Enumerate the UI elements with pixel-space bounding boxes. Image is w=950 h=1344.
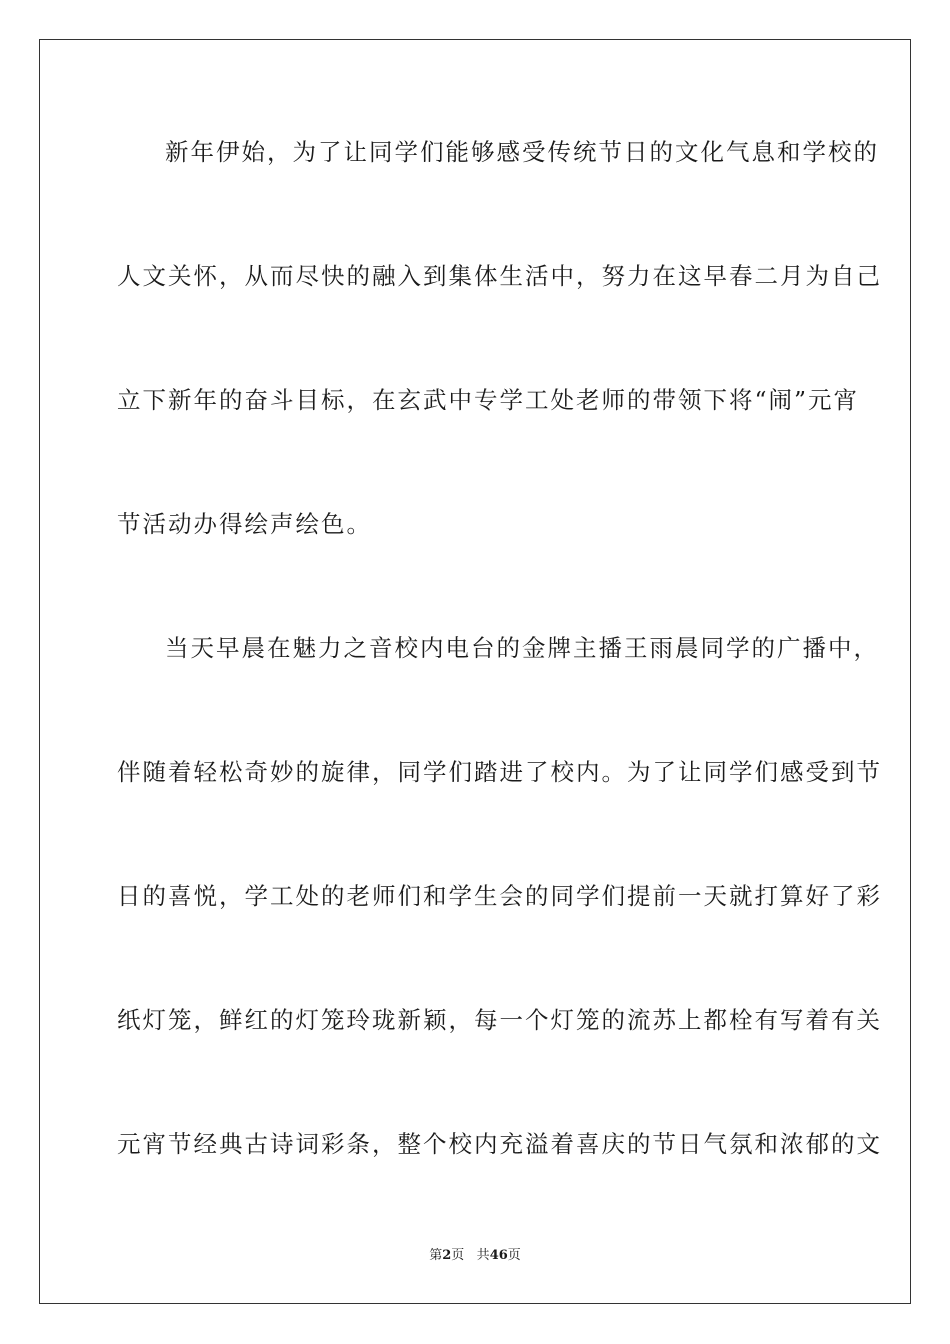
page-footer — [0, 1247, 950, 1265]
total-suffix: 页 — [507, 1248, 521, 1263]
page-suffix: 页 — [451, 1248, 465, 1263]
page-prefix: 第 — [429, 1248, 443, 1263]
paragraph-1-line-3: 立下新年的奋斗目标，在玄武中专学工处老师的带领下将“闹”元宵 — [117, 386, 860, 414]
total-prefix: 共 — [476, 1248, 490, 1263]
paragraph-1-line-2: 人文关怀，从而尽快的融入到集体生活中，努力在这早春二月为自己 — [117, 262, 882, 290]
page-number: 2 — [442, 1248, 452, 1263]
paragraph-1-line-1: 新年伊始，为了让同学们能够感受传统节日的文化气息和学校的 — [165, 138, 879, 166]
paragraph-2-line-2: 伴随着轻松奇妙的旋律，同学们踏进了校内。为了让同学们感受到节 — [117, 758, 882, 786]
total-pages: 46 — [489, 1248, 508, 1263]
paragraph-1-line-4: 节活动办得绘声绘色。 — [117, 510, 372, 538]
paragraph-2-line-4: 纸灯笼，鲜红的灯笼玲珑新颖，每一个灯笼的流苏上都栓有写着有关 — [117, 1006, 882, 1034]
paragraph-2-line-3: 日的喜悦，学工处的老师们和学生会的同学们提前一天就打算好了彩 — [117, 882, 882, 910]
page-border — [39, 39, 911, 1304]
paragraph-2-line-5: 元宵节经典古诗词彩条，整个校内充溢着喜庆的节日气氛和浓郁的文 — [117, 1130, 882, 1158]
paragraph-2-line-1: 当天早晨在魅力之音校内电台的金牌主播王雨晨同学的广播中， — [165, 634, 879, 662]
